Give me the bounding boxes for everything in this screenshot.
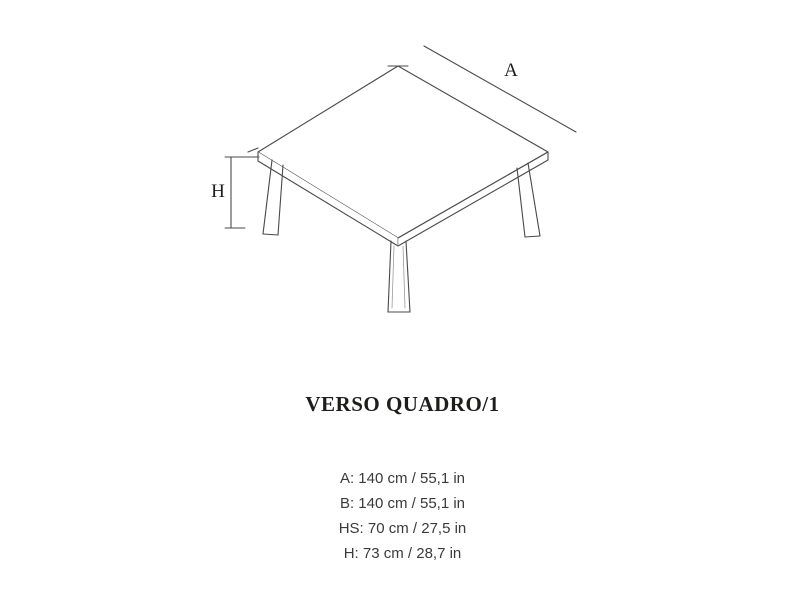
table-leg-right-outer [528,163,540,236]
table-leg-left-outer [263,160,272,234]
table-leg-front-right-edge [406,241,410,312]
table-leg-right-foot [525,236,540,237]
table-leg-front-shade-2 [403,246,405,308]
table-leg-front-shade-1 [392,246,394,308]
spec-item-h: H: 73 cm / 28,7 in [343,545,462,562]
table-leg-left-foot [263,234,278,235]
specifications-list [0,466,805,566]
spec-item-a: A: 140 cm / 55,1 in [339,470,466,487]
product-title: VERSO QUADRO/1 [305,392,500,416]
table-leg-right-inner [517,168,525,237]
spec-item-hs: HS: 70 cm / 27,5 in [338,520,467,537]
top-corner-left [248,148,258,152]
table-leg-left-inner [278,165,283,235]
table-leg-front-left-edge [388,241,391,312]
dimension-label-h: H [211,181,225,202]
spec-item-b: B: 140 cm / 55,1 in [339,495,466,512]
dimension-label-a: A [504,60,518,81]
